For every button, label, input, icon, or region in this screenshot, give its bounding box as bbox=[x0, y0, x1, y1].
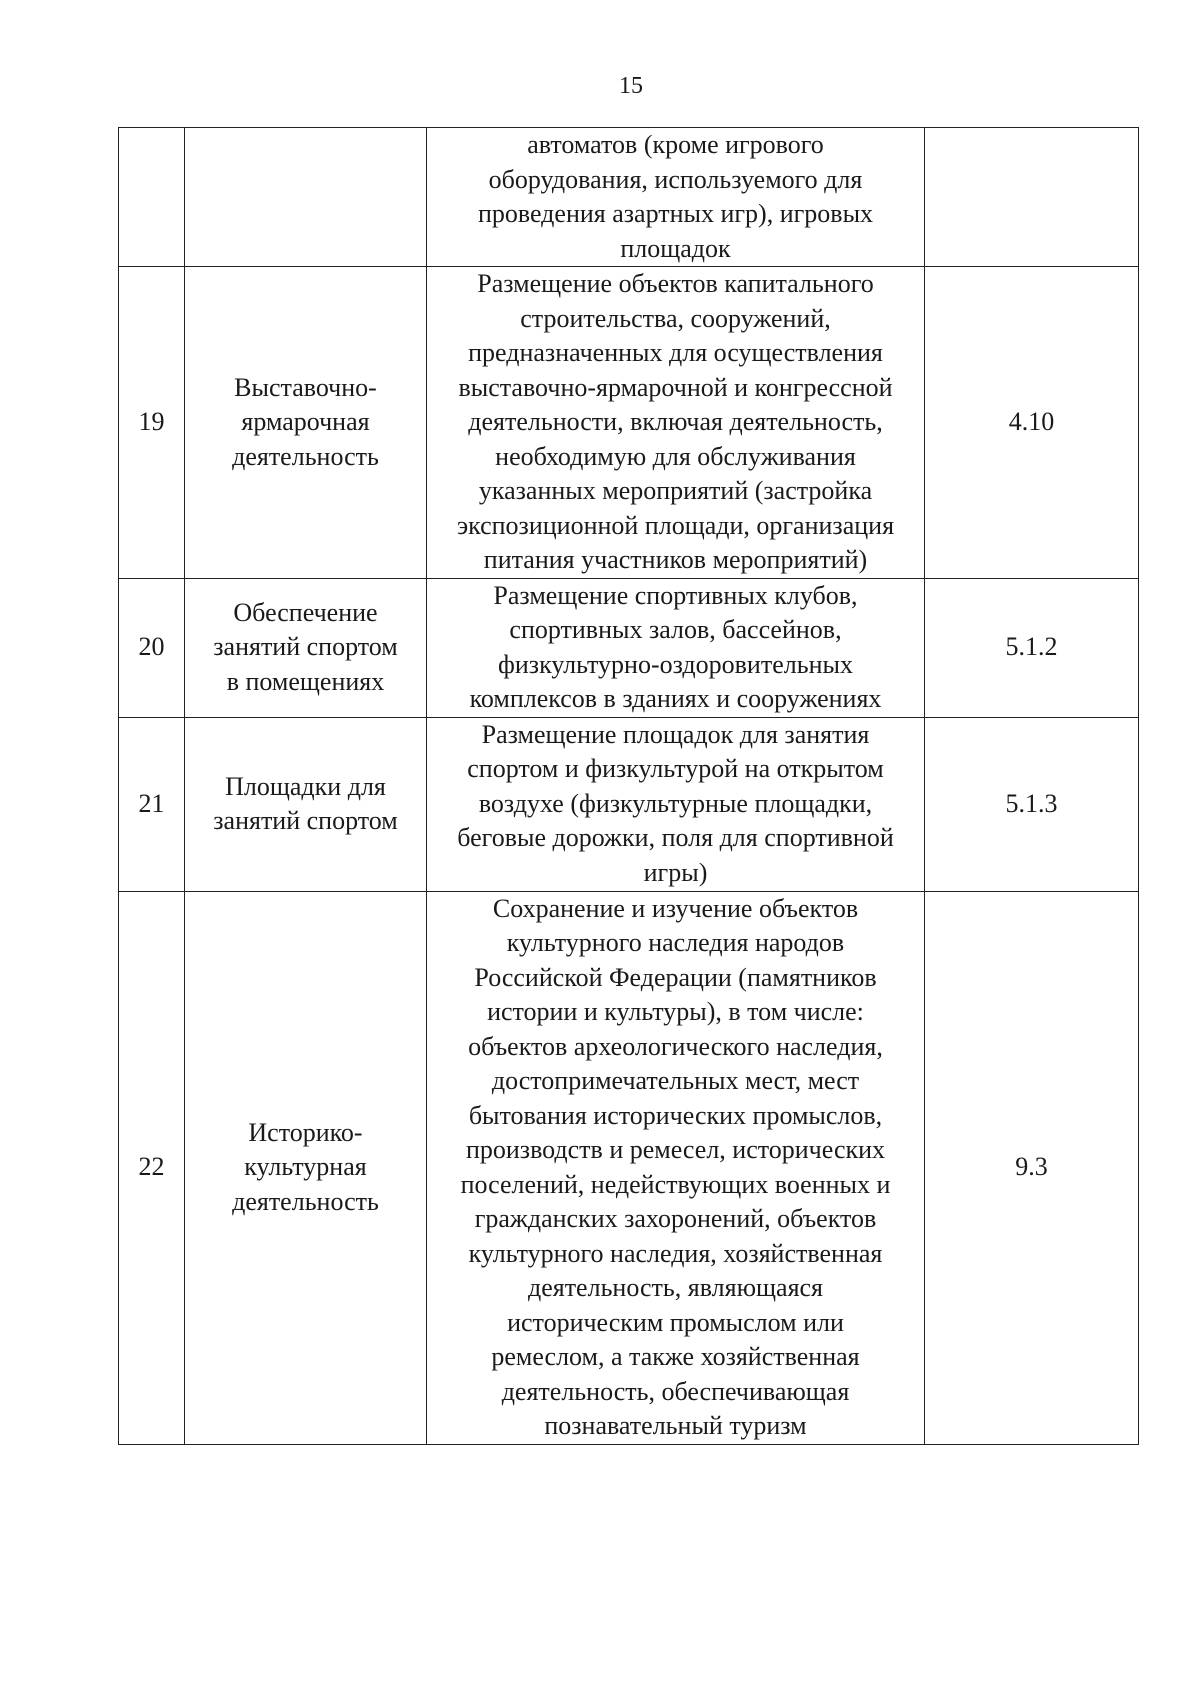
description-cell bbox=[427, 578, 925, 717]
description-cell bbox=[427, 717, 925, 891]
row-number-cell: 19 bbox=[119, 267, 185, 579]
use-name-cell bbox=[185, 891, 427, 1444]
use-name-cell bbox=[185, 128, 427, 267]
table-row-continued bbox=[119, 128, 1139, 267]
description-line: Размещение площадок для занятия bbox=[481, 719, 870, 749]
page-number: 15 bbox=[619, 73, 643, 99]
description-line: проведения азартных игр), игровых bbox=[477, 199, 874, 228]
description-line: Сохранение и изучение объектов bbox=[492, 893, 859, 923]
use-name-line: культурная bbox=[244, 1152, 367, 1182]
description-line: гражданских захоронений, объектов bbox=[474, 1204, 877, 1233]
use-name-line: занятий спортом bbox=[213, 632, 398, 662]
description-line: деятельность, являющаяся bbox=[527, 1273, 824, 1302]
description-line: экспозиционной площади, организация bbox=[456, 510, 895, 540]
use-name-line: Выставочно- bbox=[234, 372, 377, 402]
description-line: производств и ремесел, исторических bbox=[465, 1135, 886, 1164]
use-name-cell bbox=[185, 578, 427, 717]
use-name-line: Площадки для bbox=[225, 771, 386, 801]
description-cell bbox=[427, 267, 925, 579]
code-cell: 5.1.3 bbox=[925, 717, 1139, 891]
description-line: бытования исторических промыслов, bbox=[468, 1100, 883, 1130]
code-cell: 5.1.2 bbox=[925, 578, 1139, 717]
description-line: спортивных залов, бассейнов, bbox=[509, 615, 842, 644]
description-line: историческим промыслом или bbox=[507, 1307, 844, 1337]
description-line: деятельности, включая деятельность, bbox=[468, 407, 883, 436]
table-row-22 bbox=[119, 891, 1139, 1444]
land-use-table bbox=[118, 127, 1139, 1445]
description-line: комплексов в зданиях и сооружениях bbox=[469, 684, 882, 713]
description-line: предназначенных для осуществления bbox=[468, 338, 883, 367]
description-line: ремеслом, а также хозяйственная bbox=[491, 1342, 860, 1371]
description-line: культурного наследия народов bbox=[506, 928, 845, 957]
description-line: питания участников мероприятий) bbox=[483, 545, 868, 574]
code-cell bbox=[925, 128, 1139, 267]
description-line: деятельность, обеспечивающая bbox=[501, 1376, 850, 1406]
row-number-cell: 21 bbox=[119, 717, 185, 891]
description-line: выставочно-ярмарочной и конгрессной bbox=[458, 372, 893, 402]
description-line: поселений, недействующих военных и bbox=[460, 1169, 891, 1199]
use-name-line: деятельность bbox=[232, 1186, 379, 1216]
description-line: познавательный туризм bbox=[544, 1411, 807, 1440]
row-number-cell: 20 bbox=[119, 578, 185, 717]
description-line: Размещение объектов капитального bbox=[477, 269, 874, 298]
description-line: беговые дорожки, поля для спортивной bbox=[457, 823, 894, 853]
description-line: культурного наследия, хозяйственная bbox=[468, 1238, 883, 1268]
row-number-cell: 22 bbox=[119, 891, 185, 1444]
use-name-line: Историко- bbox=[248, 1117, 363, 1147]
description-line: Российской Федерации (памятников bbox=[474, 962, 877, 992]
table-row-20 bbox=[119, 578, 1139, 717]
description-line: достопримечательных мест, мест bbox=[491, 1066, 860, 1095]
use-name-line: деятельность bbox=[232, 441, 379, 471]
code-cell: 9.3 bbox=[925, 891, 1139, 1444]
description-line: истории и культуры), в том числе: bbox=[487, 997, 864, 1026]
description-cell bbox=[427, 891, 925, 1444]
use-name-line: занятий спортом bbox=[213, 806, 398, 835]
description-line: автоматов (кроме игрового bbox=[527, 130, 824, 159]
description-line: игры) bbox=[643, 857, 708, 887]
table-row-19 bbox=[119, 267, 1139, 579]
description-line: указанных мероприятий (застройка bbox=[478, 476, 873, 505]
description-line: объектов археологического наследия, bbox=[468, 1031, 883, 1061]
description-line: Размещение спортивных клубов, bbox=[493, 580, 858, 610]
row-number-cell bbox=[119, 128, 185, 267]
description-cell bbox=[427, 128, 925, 267]
use-name-cell bbox=[185, 717, 427, 891]
description-line: оборудования, используемого для bbox=[488, 164, 863, 194]
description-line: необходимую для обслуживания bbox=[495, 441, 856, 471]
code-cell: 4.10 bbox=[925, 267, 1139, 579]
use-name-cell bbox=[185, 267, 427, 579]
description-line: физкультурно-оздоровительных bbox=[498, 649, 853, 679]
description-line: строительства, сооружений, bbox=[520, 303, 831, 333]
use-name-line: в помещениях bbox=[226, 666, 385, 696]
description-line: воздухе (физкультурные площадки, bbox=[478, 788, 873, 818]
use-name-line: ярмарочная bbox=[241, 407, 370, 436]
description-line: спортом и физкультурой на открытом bbox=[467, 754, 884, 784]
table-row-21 bbox=[119, 717, 1139, 891]
use-name-line: Обеспечение bbox=[233, 597, 378, 627]
description-line: площадок bbox=[620, 233, 731, 263]
